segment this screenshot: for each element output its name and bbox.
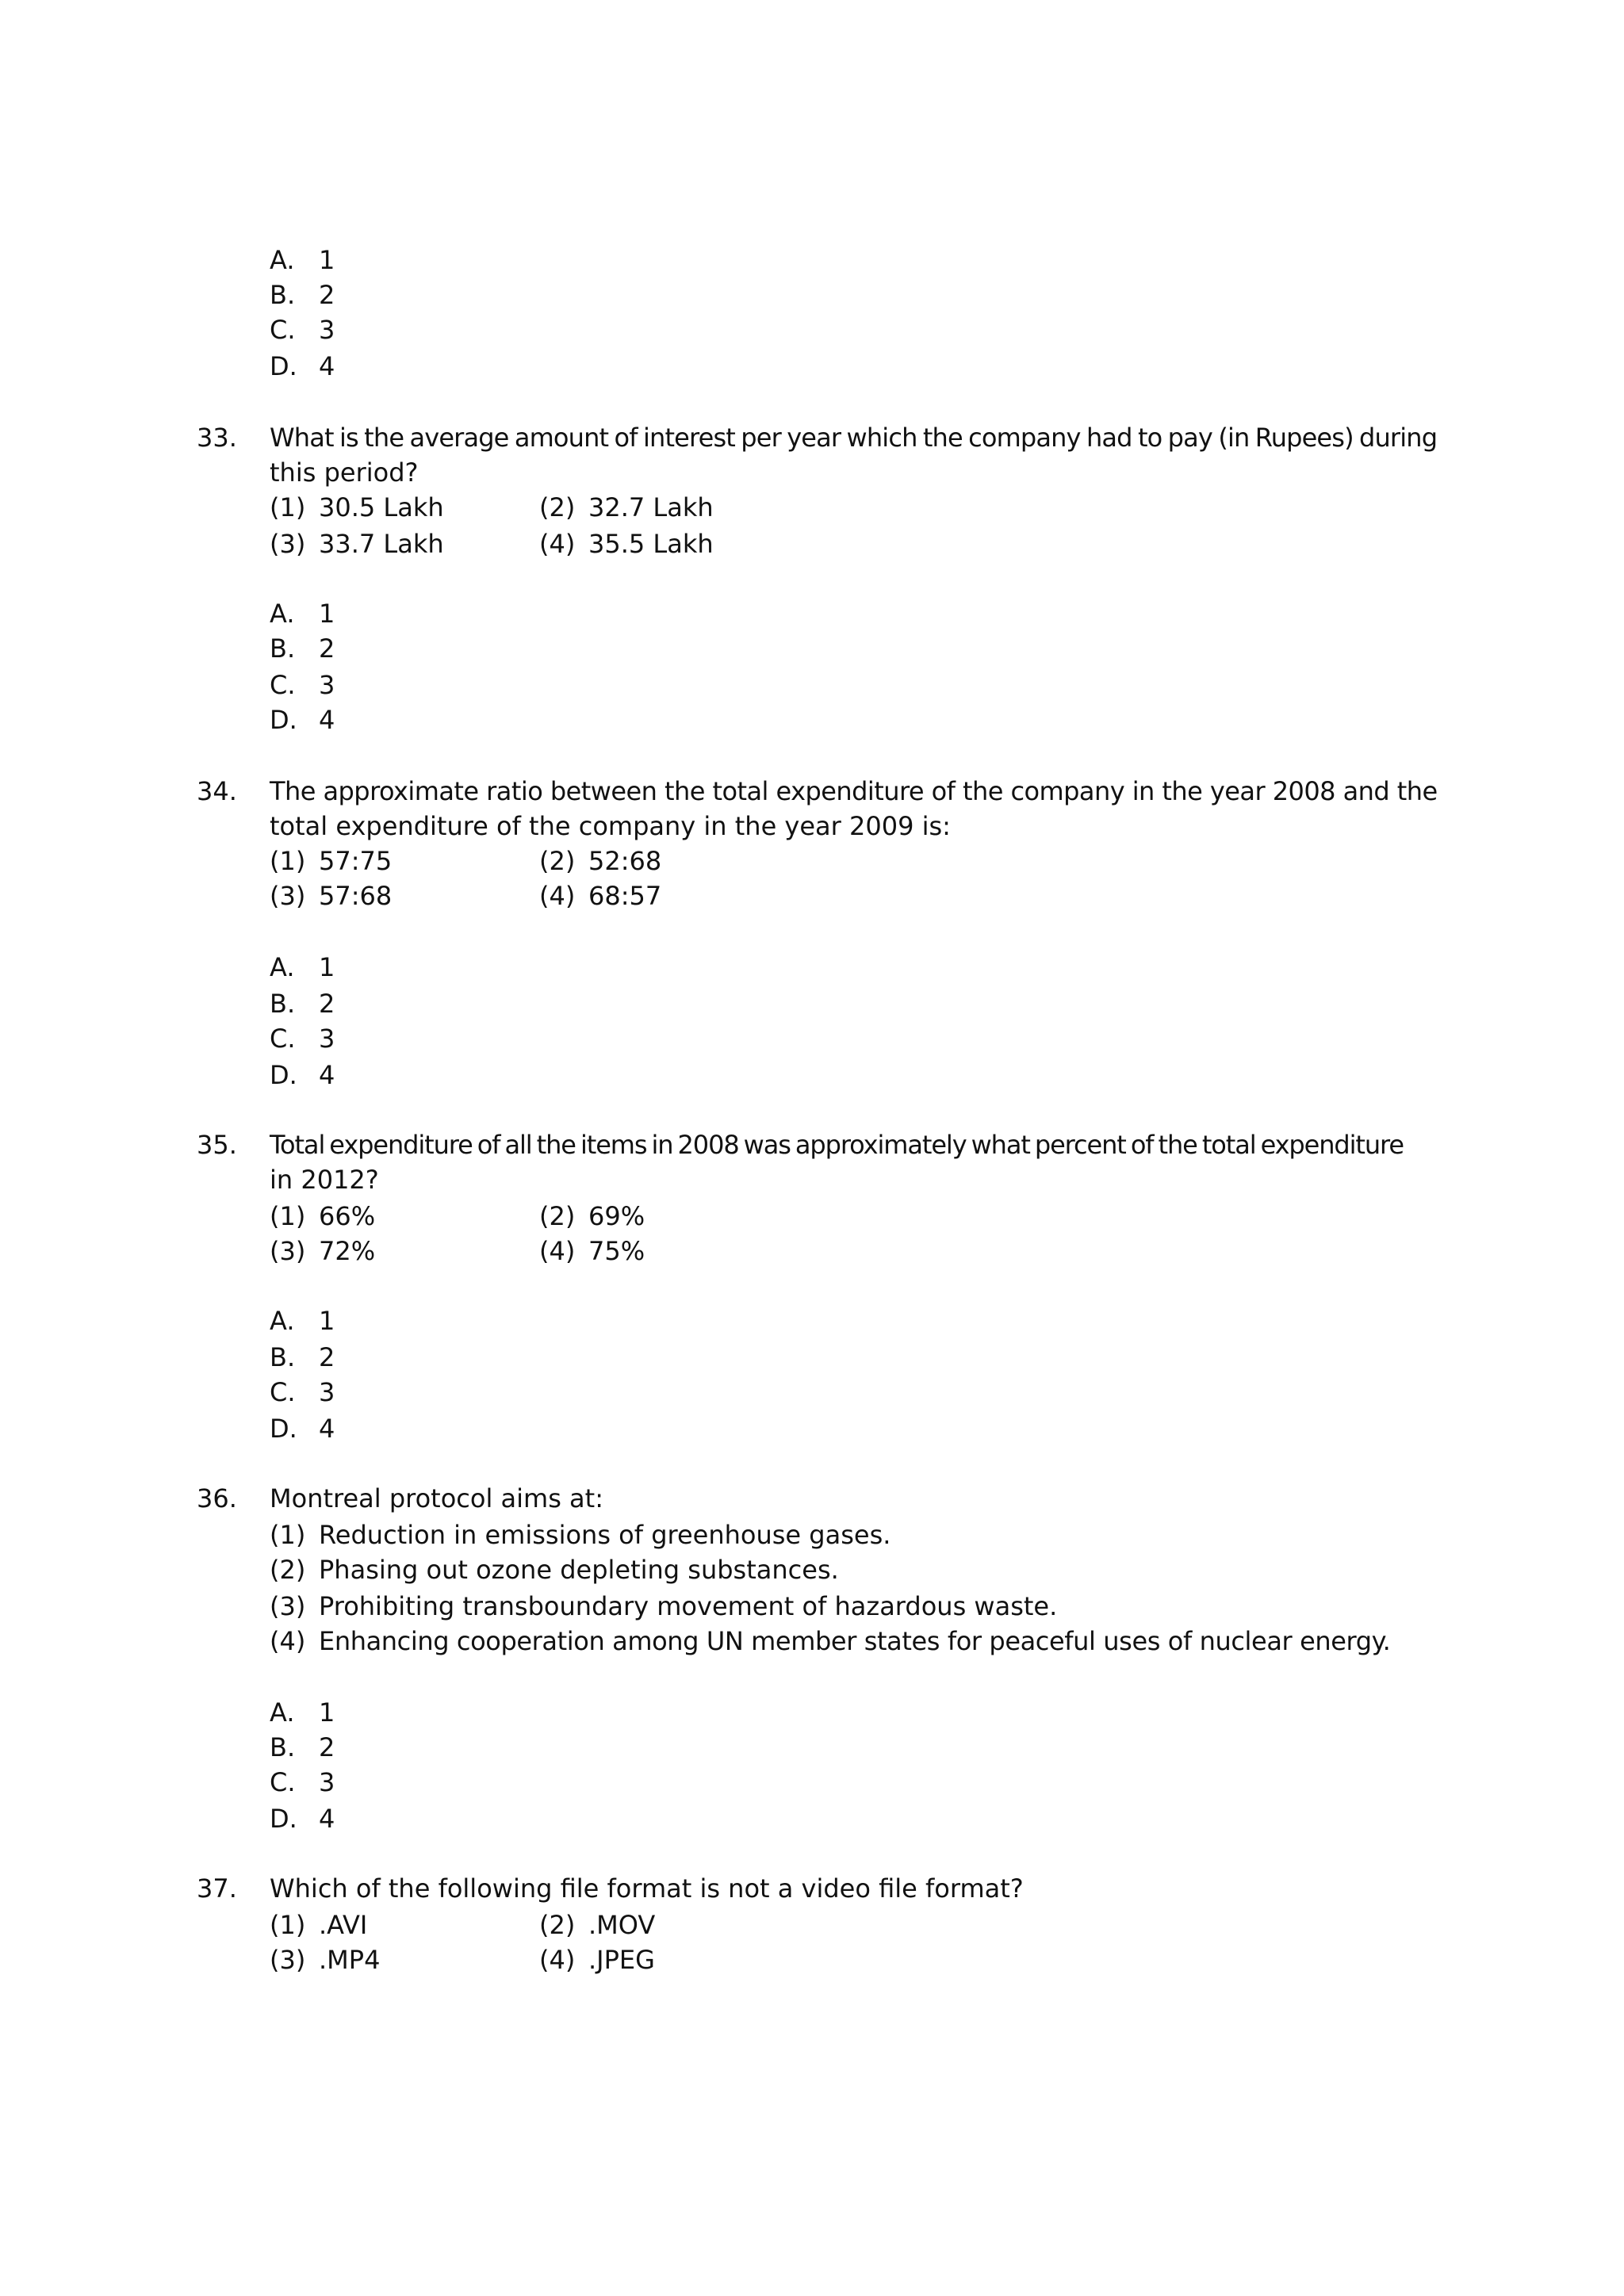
choice-value: 1: [319, 245, 335, 275]
option-text: .AVI: [319, 1910, 368, 1940]
option-text: 68:57: [588, 881, 662, 911]
choice-letter: A.: [270, 245, 295, 275]
option-number: (2): [270, 1555, 306, 1585]
choice-value: 2: [319, 1342, 335, 1372]
choice-value: 1: [319, 1306, 335, 1336]
choice-letter: A.: [270, 1697, 295, 1728]
choice-letter: D.: [270, 351, 297, 381]
choice-value: 4: [319, 1414, 335, 1444]
option-number: (2): [539, 846, 576, 876]
option-text: Reduction in emissions of greenhouse gases.: [319, 1520, 891, 1550]
choice-value: 4: [319, 351, 335, 381]
option-text: 33.7 Lakh: [319, 529, 444, 559]
option-number: (2): [539, 1910, 576, 1940]
question-text: The approximate ratio between the total expenditure of the company in the year 2008 and the: [270, 776, 1438, 806]
option-number: (3): [270, 1945, 306, 1975]
choice-value: 4: [319, 1060, 335, 1090]
choice-letter: B.: [270, 280, 296, 310]
choice-letter: C.: [270, 1024, 296, 1054]
option-number: (4): [539, 1945, 576, 1975]
question-text: in 2012?: [270, 1165, 379, 1195]
option-number: (3): [270, 529, 306, 559]
choice-value: 4: [319, 1804, 335, 1834]
option-number: (1): [270, 492, 306, 522]
option-text: .JPEG: [588, 1945, 655, 1975]
choice-letter: B.: [270, 1732, 296, 1762]
choice-value: 2: [319, 989, 335, 1019]
choice-letter: C.: [270, 1767, 296, 1797]
choice-letter: D.: [270, 705, 297, 735]
choice-letter: A.: [270, 599, 295, 629]
question-number: 33.: [197, 423, 237, 453]
question-number: 37.: [197, 1873, 237, 1904]
option-text: 69%: [588, 1201, 645, 1231]
option-number: (4): [539, 1236, 576, 1266]
question-text: Which of the following file format is not a video file format?: [270, 1873, 1024, 1904]
option-text: 75%: [588, 1236, 645, 1266]
option-number: (3): [270, 1591, 306, 1621]
question-text: this period?: [270, 457, 419, 488]
choice-value: 3: [319, 1767, 335, 1797]
choice-value: 3: [319, 670, 335, 700]
choice-letter: A.: [270, 1306, 295, 1336]
option-number: (2): [539, 1201, 576, 1231]
choice-letter: A.: [270, 952, 295, 982]
option-text: .MOV: [588, 1910, 656, 1940]
option-text: 35.5 Lakh: [588, 529, 714, 559]
choice-letter: D.: [270, 1060, 297, 1090]
option-number: (2): [539, 492, 576, 522]
option-number: (3): [270, 881, 306, 911]
option-text: Prohibiting transboundary movement of hazardous waste.: [319, 1591, 1058, 1621]
option-number: (1): [270, 1910, 306, 1940]
choice-value: 1: [319, 1697, 335, 1728]
option-text: 52:68: [588, 846, 662, 876]
option-text: 72%: [319, 1236, 376, 1266]
question-text: total expenditure of the company in the year 2009 is:: [270, 811, 951, 841]
choice-letter: B.: [270, 1342, 296, 1372]
option-number: (4): [539, 529, 576, 559]
question-number: 36.: [197, 1483, 237, 1513]
choice-value: 1: [319, 952, 335, 982]
question-text: Montreal protocol aims at:: [270, 1483, 603, 1513]
choice-value: 3: [319, 1377, 335, 1407]
choice-value: 2: [319, 280, 335, 310]
option-number: (3): [270, 1236, 306, 1266]
option-text: 66%: [319, 1201, 376, 1231]
choice-letter: C.: [270, 315, 296, 345]
option-text: 32.7 Lakh: [588, 492, 714, 522]
option-text: Phasing out ozone depleting substances.: [319, 1555, 839, 1585]
question-text: Total expenditure of all the items in 2008 was approximately what percent of the total expenditure: [270, 1130, 1404, 1160]
option-text: 57:68: [319, 881, 393, 911]
choice-value: 3: [319, 315, 335, 345]
question-number: 35.: [197, 1130, 237, 1160]
choice-value: 3: [319, 1024, 335, 1054]
question-number: 34.: [197, 776, 237, 806]
option-number: (4): [539, 881, 576, 911]
choice-value: 4: [319, 705, 335, 735]
option-text: .MP4: [319, 1945, 381, 1975]
choice-value: 2: [319, 1732, 335, 1762]
option-text: 57:75: [319, 846, 393, 876]
option-number: (1): [270, 1201, 306, 1231]
choice-value: 1: [319, 599, 335, 629]
choice-letter: B.: [270, 989, 296, 1019]
option-number: (1): [270, 846, 306, 876]
option-text: Enhancing cooperation among UN member states for peaceful uses of nuclear energy.: [319, 1626, 1391, 1656]
choice-letter: B.: [270, 633, 296, 664]
choice-letter: C.: [270, 670, 296, 700]
choice-letter: D.: [270, 1414, 297, 1444]
choice-letter: C.: [270, 1377, 296, 1407]
choice-letter: D.: [270, 1804, 297, 1834]
option-number: (4): [270, 1626, 306, 1656]
question-text: What is the average amount of interest per year which the company had to pay (in Rupees) during: [270, 423, 1438, 453]
option-number: (1): [270, 1520, 306, 1550]
option-text: 30.5 Lakh: [319, 492, 444, 522]
choice-value: 2: [319, 633, 335, 664]
